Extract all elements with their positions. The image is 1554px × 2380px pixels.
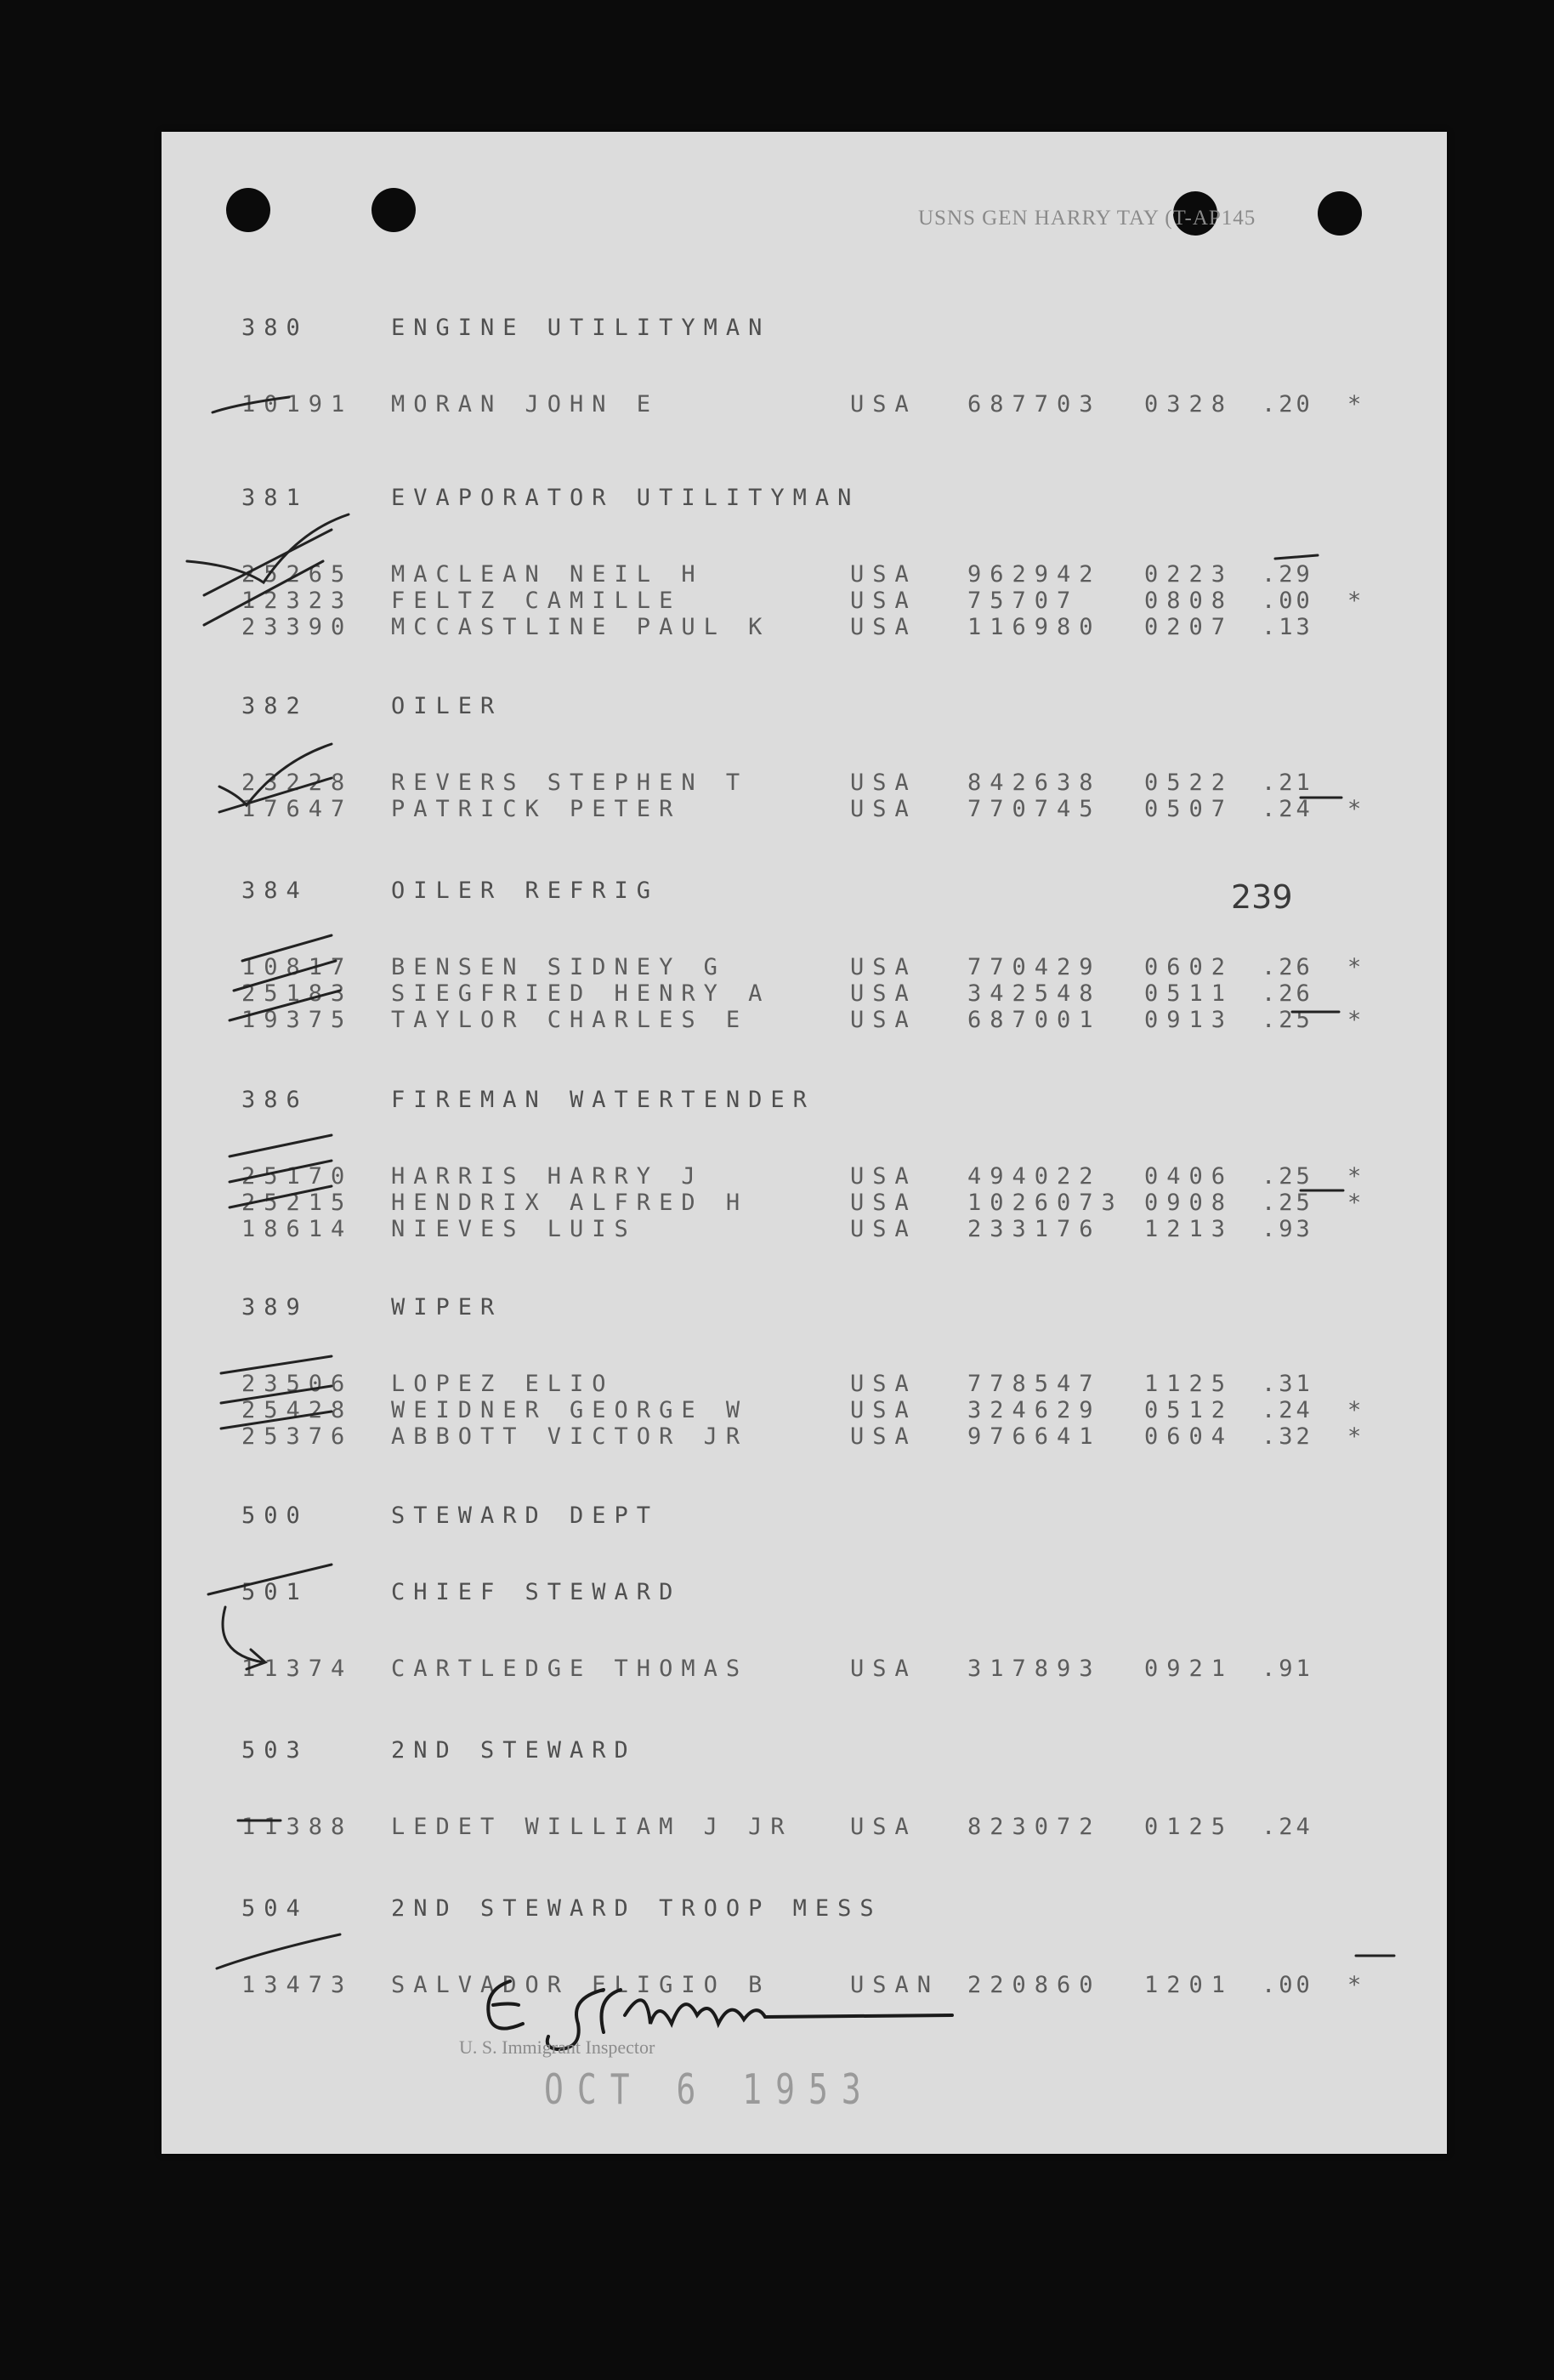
crew-number: 25265 [241, 561, 354, 588]
crew-number: 23506 [241, 1371, 354, 1397]
date-code: 1201 [1144, 1972, 1234, 1998]
crew-number: 12323 [241, 588, 354, 614]
citizenship: USA [850, 1190, 917, 1216]
rate-value: .25 [1262, 1163, 1313, 1190]
section-title: OILER [391, 693, 503, 719]
date-code: 0511 [1144, 980, 1234, 1007]
date-code: 0522 [1144, 770, 1234, 796]
document-number: 962942 [967, 561, 1102, 588]
section-title: EVAPORATOR UTILITYMAN [391, 485, 860, 511]
document-number: 342548 [967, 980, 1102, 1007]
rate-value: .24 [1262, 796, 1313, 822]
check-mark [234, 961, 336, 991]
crew-name: MCCASTLINE PAUL K [391, 614, 771, 640]
crew-name: ABBOTT VICTOR JR [391, 1423, 749, 1450]
tick [1275, 555, 1318, 559]
section-code: 384 [241, 878, 309, 904]
section-title: OILER REFRIG [391, 878, 660, 904]
citizenship: USA [850, 770, 917, 796]
rate-value: .91 [1262, 1656, 1313, 1682]
crew-name: HENDRIX ALFRED H [391, 1190, 749, 1216]
asterisk-mark: * [1347, 391, 1370, 417]
check-mark [217, 1934, 340, 1968]
asterisk-mark: * [1347, 588, 1370, 614]
rate-value: .24 [1262, 1397, 1313, 1423]
date-code: 0913 [1144, 1007, 1234, 1033]
section-code: 380 [241, 315, 309, 341]
citizenship: USA [850, 1216, 917, 1242]
crew-number: 11388 [241, 1814, 354, 1840]
check-mark [230, 991, 340, 1020]
asterisk-mark: * [1347, 1972, 1370, 1998]
section-code: 381 [241, 485, 309, 511]
date-code: 0921 [1144, 1656, 1234, 1682]
crew-number: 23390 [241, 614, 354, 640]
crew-name: HARRIS HARRY J [391, 1163, 704, 1190]
document-number: 233176 [967, 1216, 1102, 1242]
check-mark [230, 1186, 332, 1207]
document-number: 494022 [967, 1163, 1102, 1190]
document-number: 823072 [967, 1814, 1102, 1840]
crew-number: 25376 [241, 1423, 354, 1450]
date-code: 0406 [1144, 1163, 1234, 1190]
crew-number: 25215 [241, 1190, 354, 1216]
crew-name: SIEGFRIED HENRY A [391, 980, 771, 1007]
section-title: FIREMAN WATERTENDER [391, 1087, 815, 1113]
citizenship: USAN [850, 1972, 940, 1998]
citizenship: USA [850, 1007, 917, 1033]
arrow [223, 1607, 265, 1669]
section-title: ENGINE UTILITYMAN [391, 315, 771, 341]
citizenship: USA [850, 561, 917, 588]
handwritten-marks [162, 132, 1447, 2154]
stamp-title: U. S. Immigrant Inspector [459, 2036, 655, 2058]
rate-value: .00 [1262, 588, 1313, 614]
crew-name: PATRICK PETER [391, 796, 682, 822]
date-code: 0507 [1144, 796, 1234, 822]
crew-number: 11374 [241, 1656, 354, 1682]
citizenship: USA [850, 391, 917, 417]
document-number: 75707 [967, 588, 1080, 614]
rate-value: .29 [1262, 561, 1313, 588]
document-number: 324629 [967, 1397, 1102, 1423]
document-number: 976641 [967, 1423, 1102, 1450]
asterisk-mark: * [1347, 796, 1370, 822]
check-mark [230, 1135, 332, 1156]
asterisk-mark: * [1347, 1423, 1370, 1450]
date-code: 0604 [1144, 1423, 1234, 1450]
citizenship: USA [850, 980, 917, 1007]
check-mark [213, 397, 289, 412]
section-title: 2ND STEWARD [391, 1737, 637, 1764]
document-page [162, 132, 1447, 2154]
rate-value: .00 [1262, 1972, 1313, 1998]
section-code: 382 [241, 693, 309, 719]
crew-number: 13473 [241, 1972, 354, 1998]
check-mark [242, 935, 332, 961]
crew-name: BENSEN SIDNEY G [391, 954, 726, 980]
document-number: 317893 [967, 1656, 1102, 1682]
citizenship: USA [850, 796, 917, 822]
crew-name: LEDET WILLIAM J JR [391, 1814, 793, 1840]
rate-value: .25 [1262, 1007, 1313, 1033]
check-mark [204, 530, 332, 595]
document-number: 687001 [967, 1007, 1102, 1033]
rate-value: .31 [1262, 1371, 1313, 1397]
crew-number: 25183 [241, 980, 354, 1007]
crew-name: SALVADOR ELIGIO B [391, 1972, 771, 1998]
citizenship: USA [850, 1656, 917, 1682]
rate-value: .21 [1262, 770, 1313, 796]
section-code: 386 [241, 1087, 309, 1113]
document-number: 770429 [967, 954, 1102, 980]
document-number: 687703 [967, 391, 1102, 417]
section-title: WIPER [391, 1294, 503, 1321]
document-number: 778547 [967, 1371, 1102, 1397]
document-number: 1026073 [967, 1190, 1124, 1216]
citizenship: USA [850, 1397, 917, 1423]
date-code: 0808 [1144, 588, 1234, 614]
crew-name: REVERS STEPHEN T [391, 770, 749, 796]
section-title: 2ND STEWARD TROOP MESS [391, 1895, 882, 1922]
citizenship: USA [850, 1371, 917, 1397]
section-code: 389 [241, 1294, 309, 1321]
rate-value: .26 [1262, 980, 1313, 1007]
section-title: CHIEF STEWARD [391, 1579, 682, 1605]
check-mark [204, 561, 323, 625]
rate-value: .24 [1262, 1814, 1313, 1840]
check-mark [187, 514, 349, 582]
check-mark [208, 1565, 332, 1594]
section-code: 504 [241, 1895, 309, 1922]
crew-number: 23228 [241, 770, 354, 796]
citizenship: USA [850, 954, 917, 980]
crew-name: CARTLEDGE THOMAS [391, 1656, 749, 1682]
section-code: 500 [241, 1502, 309, 1529]
crew-name: TAYLOR CHARLES E [391, 1007, 749, 1033]
vessel-header: USNS GEN HARRY TAY (T-AP145 [918, 207, 1256, 230]
asterisk-mark: * [1347, 1397, 1370, 1423]
date-code: 0207 [1144, 614, 1234, 640]
rate-value: .26 [1262, 954, 1313, 980]
date-code: 0125 [1144, 1814, 1234, 1840]
crew-name: LOPEZ ELIO [391, 1371, 615, 1397]
date-code: 1213 [1144, 1216, 1234, 1242]
citizenship: USA [850, 1423, 917, 1450]
crew-number: 25170 [241, 1163, 354, 1190]
document-number: 770745 [967, 796, 1102, 822]
check-mark [221, 1356, 332, 1373]
citizenship: USA [850, 1814, 917, 1840]
section-title: STEWARD DEPT [391, 1502, 660, 1529]
crew-number: 17647 [241, 796, 354, 822]
crew-number: 10191 [241, 391, 354, 417]
stamp-date: OCT 6 1953 [544, 2065, 875, 2114]
crew-name: MORAN JOHN E [391, 391, 660, 417]
crew-number: 10817 [241, 954, 354, 980]
rate-value: .32 [1262, 1423, 1313, 1450]
citizenship: USA [850, 614, 917, 640]
check-mark [221, 1412, 332, 1429]
page-number: 239 [1231, 878, 1293, 916]
rate-value: .13 [1262, 614, 1313, 640]
asterisk-mark: * [1347, 954, 1370, 980]
check-mark [221, 1386, 332, 1403]
rate-value: .20 [1262, 391, 1313, 417]
asterisk-mark: * [1347, 1007, 1370, 1033]
section-code: 501 [241, 1579, 309, 1605]
document-number: 842638 [967, 770, 1102, 796]
section-code: 503 [241, 1737, 309, 1764]
rate-value: .93 [1262, 1216, 1313, 1242]
crew-name: MACLEAN NEIL H [391, 561, 704, 588]
crew-number: 19375 [241, 1007, 354, 1033]
crew-number: 18614 [241, 1216, 354, 1242]
date-code: 0328 [1144, 391, 1234, 417]
date-code: 0908 [1144, 1190, 1234, 1216]
asterisk-mark: * [1347, 1190, 1370, 1216]
crew-name: FELTZ CAMILLE [391, 588, 682, 614]
asterisk-mark: * [1347, 1163, 1370, 1190]
crew-number: 25428 [241, 1397, 354, 1423]
document-number: 116980 [967, 614, 1102, 640]
rate-value: .25 [1262, 1190, 1313, 1216]
date-code: 1125 [1144, 1371, 1234, 1397]
date-code: 0223 [1144, 561, 1234, 588]
date-code: 0512 [1144, 1397, 1234, 1423]
crew-name: NIEVES LUIS [391, 1216, 637, 1242]
citizenship: USA [850, 1163, 917, 1190]
citizenship: USA [850, 588, 917, 614]
crew-name: WEIDNER GEORGE W [391, 1397, 749, 1423]
date-code: 0602 [1144, 954, 1234, 980]
check-mark [230, 1161, 332, 1182]
document-number: 220860 [967, 1972, 1102, 1998]
